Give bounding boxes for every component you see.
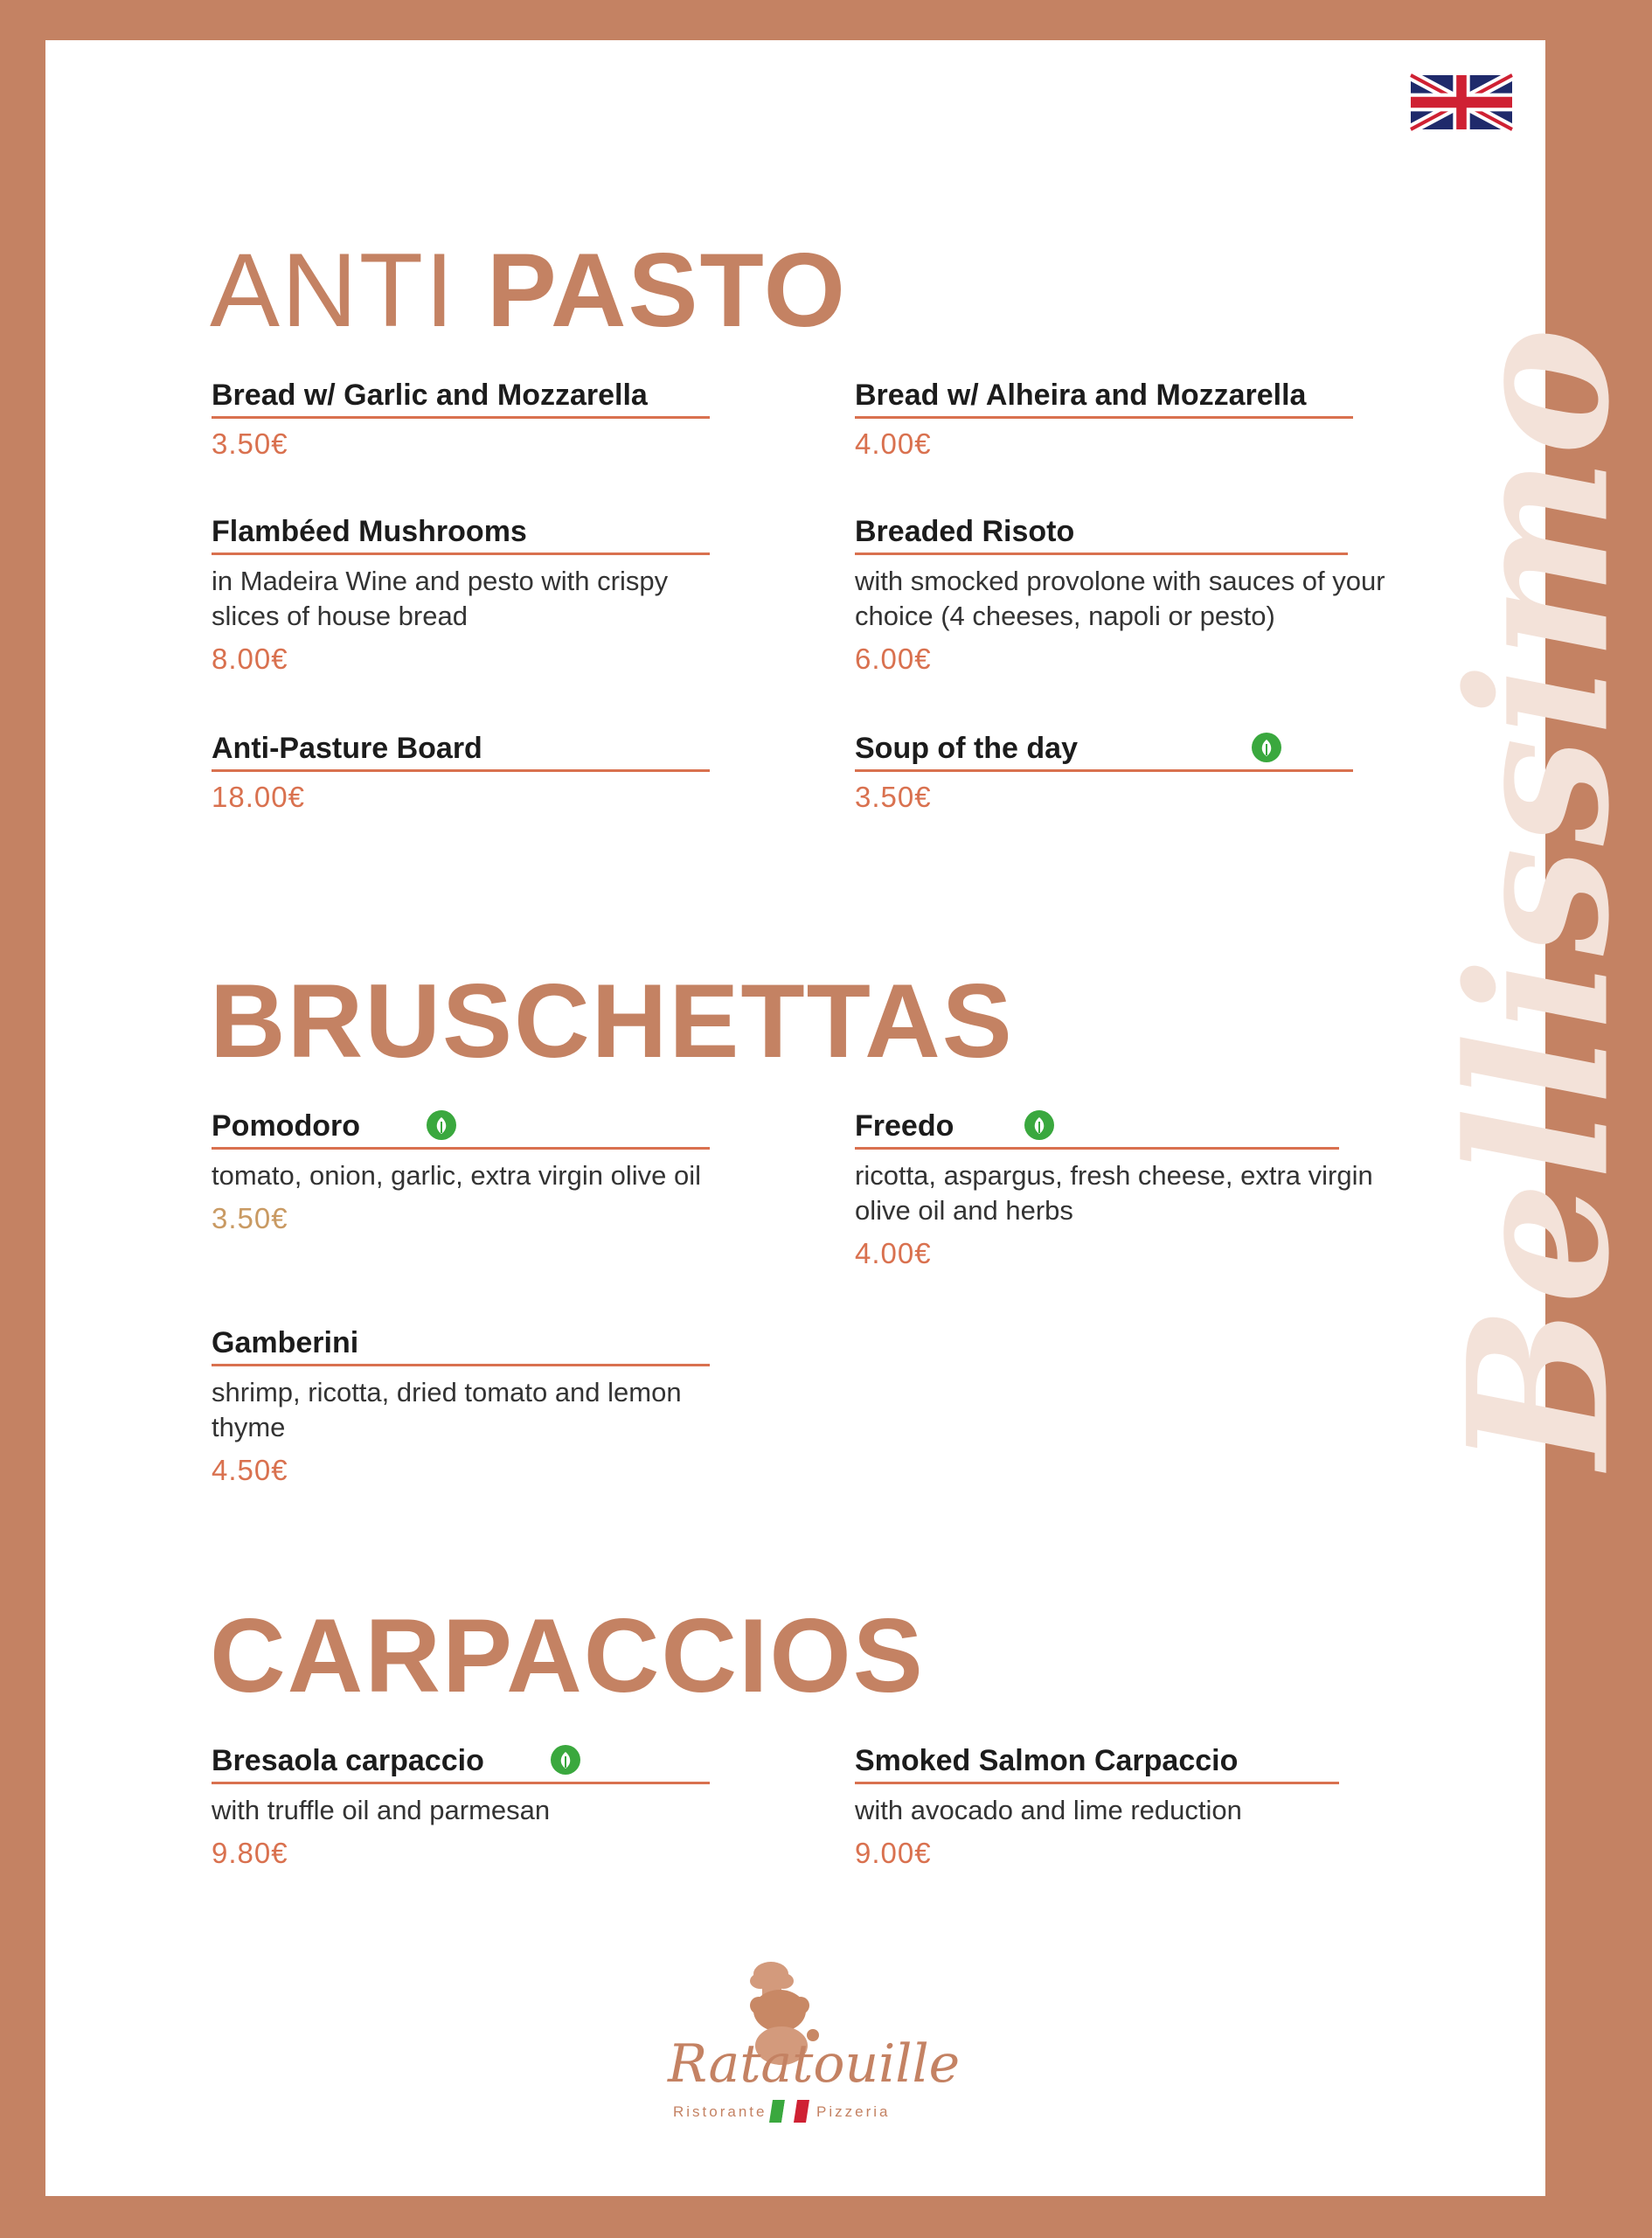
item-description: with truffle oil and parmesan [212,1795,551,1825]
union-jack-flag-icon[interactable] [1411,75,1512,129]
item-price: 6.00€ [855,643,932,675]
item-description: in Madeira Wine and pesto with crispy slices of house bread [212,566,669,631]
item-header [212,512,710,555]
item-price: 9.80€ [212,1837,288,1869]
antipasto-title-light: ANTI [210,232,456,349]
menu-item [855,1107,1379,1270]
item-header [855,1107,1339,1150]
logo-sub-left: Ristorante [673,2103,767,2120]
menu-item [855,1741,1379,1870]
carpaccios-title [210,1597,925,1714]
item-name: Freedo [855,1109,954,1143]
item-header [855,512,1348,555]
menu-item [212,1324,710,1487]
vegetarian-leaf-icon [427,1110,456,1140]
item-price: 3.50€ [855,781,932,813]
menu-item [212,376,710,461]
menu-page [45,40,1652,2196]
item-header [855,729,1353,772]
italian-flag-icon [767,2100,811,2123]
item-description: with avocado and lime reduction [855,1795,1242,1825]
item-description: with smocked provolone with sauces of your choice (4 cheeses, napoli or pesto) [855,566,1385,631]
item-description: shrimp, ricotta, dried tomato and lemon thyme [212,1377,682,1442]
item-price: 3.50€ [212,427,288,460]
item-name: Bread w/ Garlic and Mozzarella [212,379,648,412]
item-header [212,1324,710,1366]
item-price: 4.00€ [855,1237,932,1269]
item-header [212,1741,710,1784]
menu-item [855,376,1353,461]
item-header [855,1741,1339,1784]
bruschettas-title-text: BRUSCHETTAS [210,963,1014,1080]
bellissimo-watermark: Bellissimo [1425,325,1652,1469]
item-header [212,376,710,419]
item-price: 8.00€ [212,643,288,675]
vegetarian-leaf-icon [1252,733,1281,762]
menu-item [212,512,710,676]
item-name: Anti-Pasture Board [212,732,482,765]
item-price: 4.50€ [212,1454,288,1486]
bruschettas-title [210,963,1014,1080]
item-description: ricotta, aspargus, fresh cheese, extra virgin olive oil and herbs [855,1160,1373,1226]
item-header [212,729,710,772]
vegetarian-leaf-icon [1024,1110,1054,1140]
item-price: 4.00€ [855,427,932,460]
logo-name: Ratatouille [668,2033,961,2095]
item-name: Soup of the day [855,732,1078,765]
logo-sub-right: Pizzeria [816,2103,891,2120]
menu-item [212,729,710,814]
vegetarian-leaf-icon [551,1745,580,1775]
item-name: Pomodoro [212,1109,360,1143]
menu-item [855,512,1397,676]
item-name: Flambéed Mushrooms [212,515,527,548]
menu-item [212,1107,710,1235]
item-name: Breaded Risoto [855,515,1075,548]
menu-item [212,1741,710,1870]
item-description: tomato, onion, garlic, extra virgin olive oil [212,1160,701,1191]
item-header [855,376,1353,419]
item-name: Smoked Salmon Carpaccio [855,1744,1239,1777]
menu-item [855,729,1353,814]
item-name: Bread w/ Alheira and Mozzarella [855,379,1307,412]
item-price: 9.00€ [855,1837,932,1869]
item-name: Bresaola carpaccio [212,1744,484,1777]
antipasto-title [210,232,847,349]
item-header [212,1107,710,1150]
item-price: 18.00€ [212,781,305,813]
item-price: 3.50€ [212,1202,288,1234]
antipasto-title-bold: PASTO [486,232,847,349]
carpaccios-title-text: CARPACCIOS [210,1597,925,1714]
item-name: Gamberini [212,1326,359,1359]
